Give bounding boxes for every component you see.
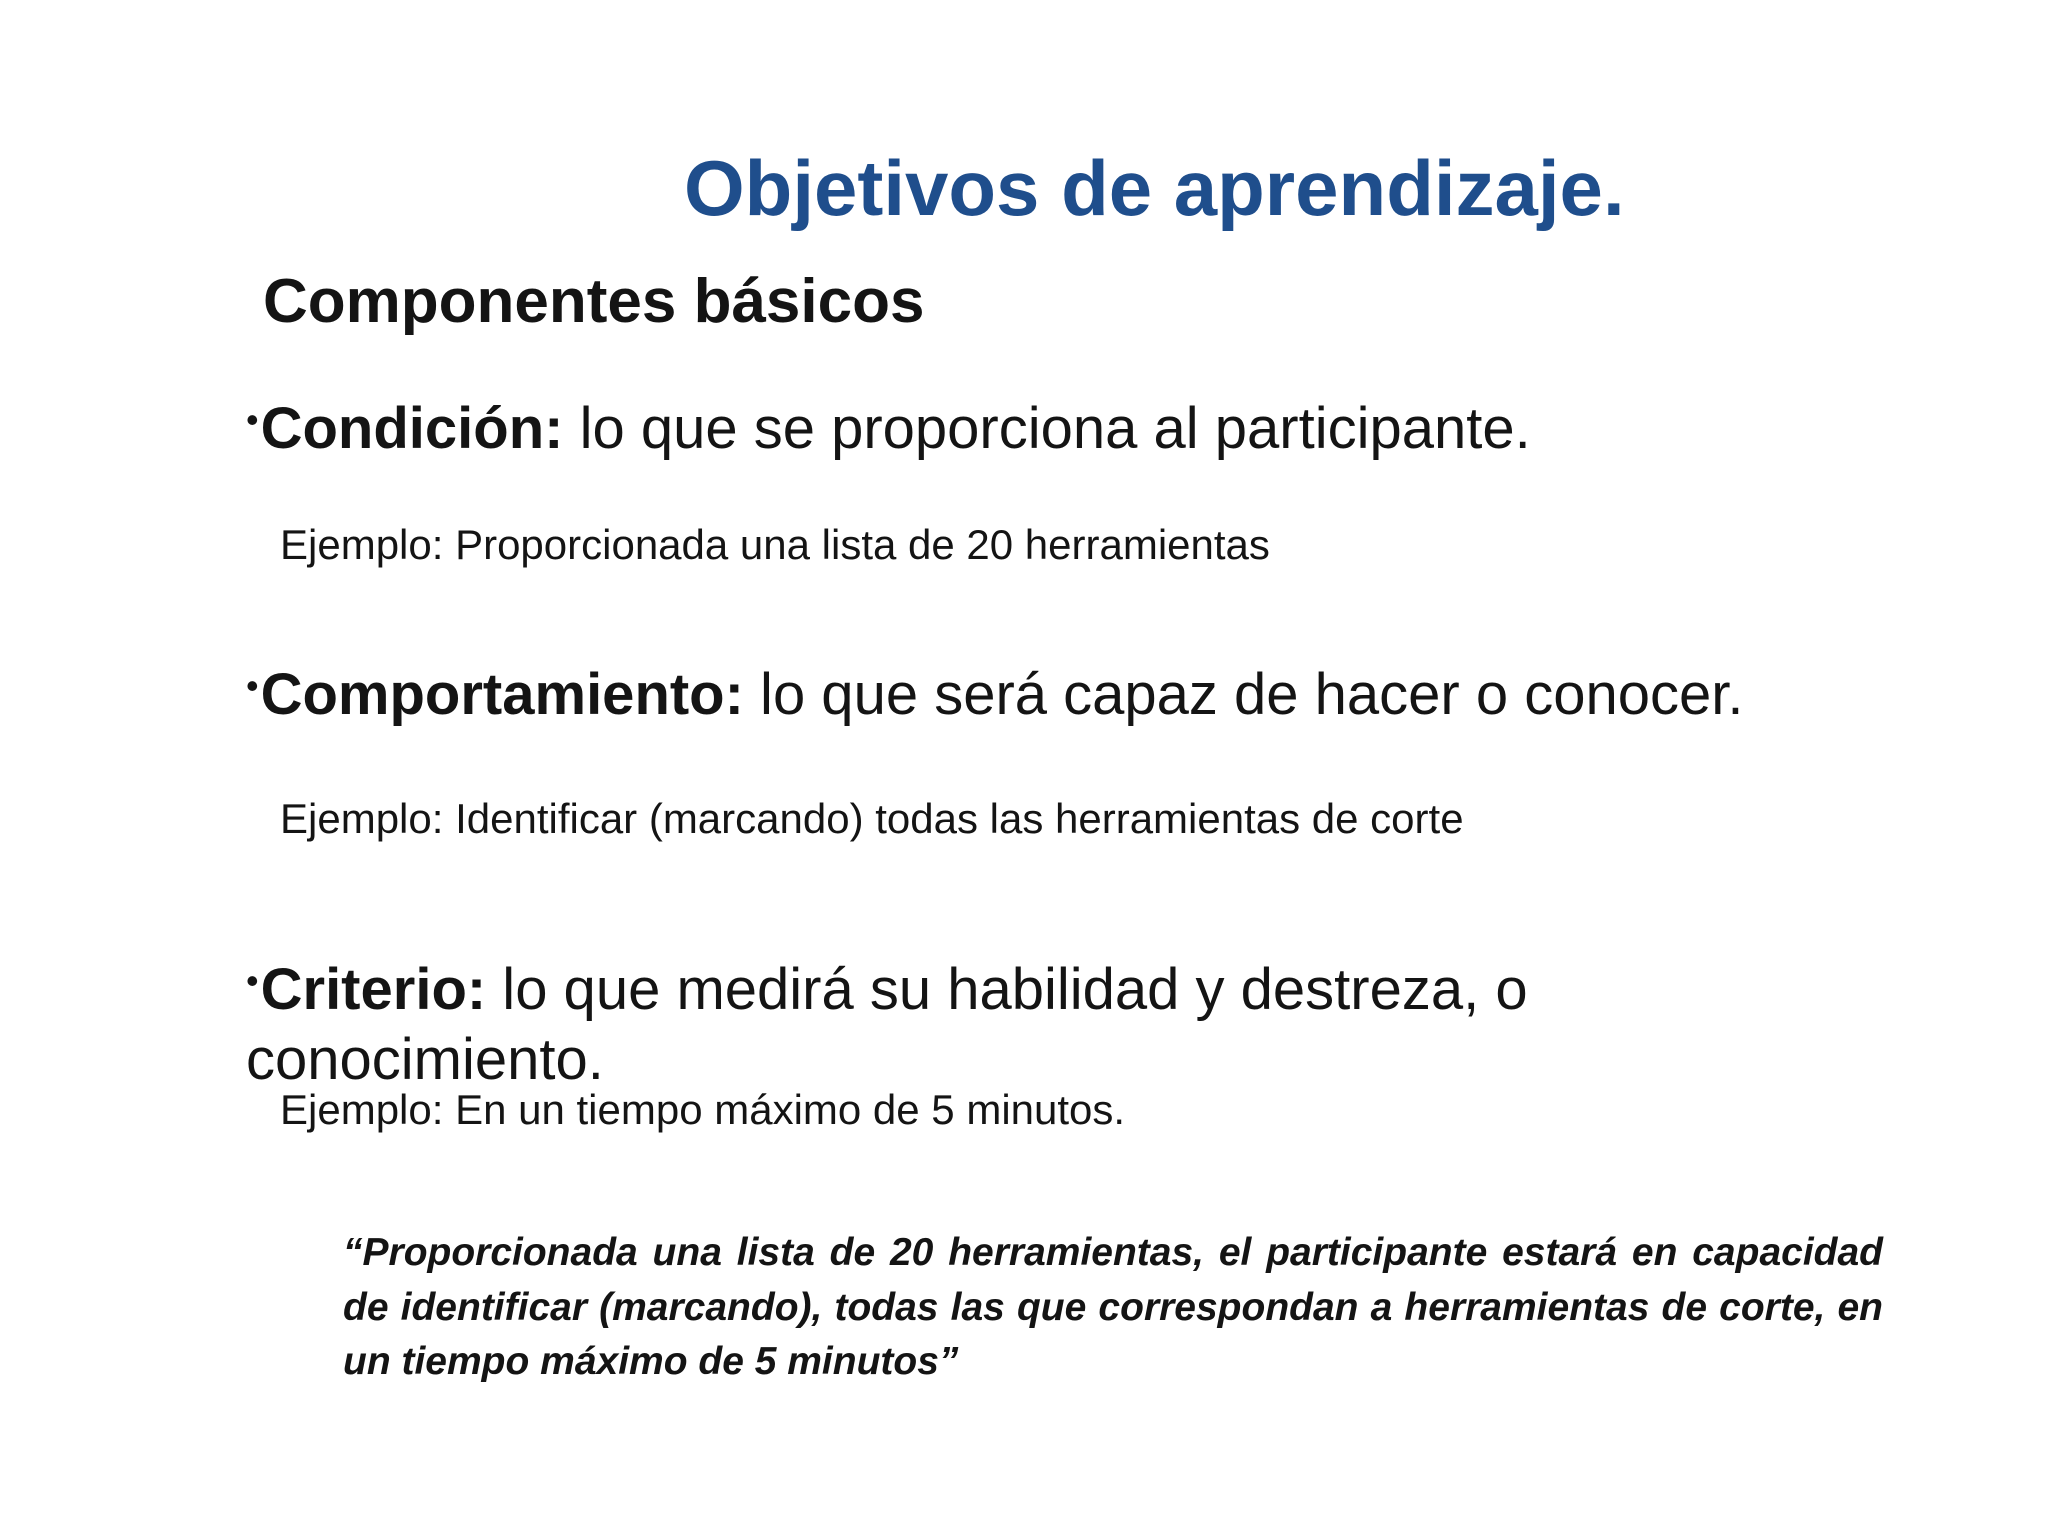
slide-title: Objetivos de aprendizaje. <box>684 144 1625 232</box>
bullet-text: lo que será capaz de hacer o conocer. <box>743 662 1744 727</box>
example-criterio: Ejemplo: En un tiempo máximo de 5 minutos. <box>280 1086 1126 1133</box>
example-condicion: Ejemplo: Proporcionada una lista de 20 herramientas <box>280 521 1270 568</box>
bullet-comportamiento <box>246 660 1743 730</box>
bullet-condicion <box>246 394 1531 464</box>
bullet-criterio <box>246 955 1746 1094</box>
bullet-marker: • <box>246 960 259 1001</box>
bullet-term: Comportamiento: <box>260 662 744 727</box>
objective-quote: “Proporcionada una lista de 20 herramientas, el participante estará en capacidad de identificar (marcando), todas las que correspondan a herramientas de corte, en un tiempo máximo de 5 minutos” <box>343 1231 1883 1384</box>
bullet-term: Condición: <box>260 396 564 461</box>
bullet-marker: • <box>246 665 259 706</box>
bullet-text: lo que medirá su habilidad y destreza, o conocimiento. <box>246 957 1528 1092</box>
bullet-marker: • <box>246 399 259 440</box>
bullet-term: Criterio: <box>260 957 487 1022</box>
slide-subtitle: Componentes básicos <box>263 267 925 336</box>
bullet-text: lo que se proporciona al participante. <box>563 396 1531 461</box>
example-comportamiento: Ejemplo: Identificar (marcando) todas las herramientas de corte <box>280 795 1464 842</box>
